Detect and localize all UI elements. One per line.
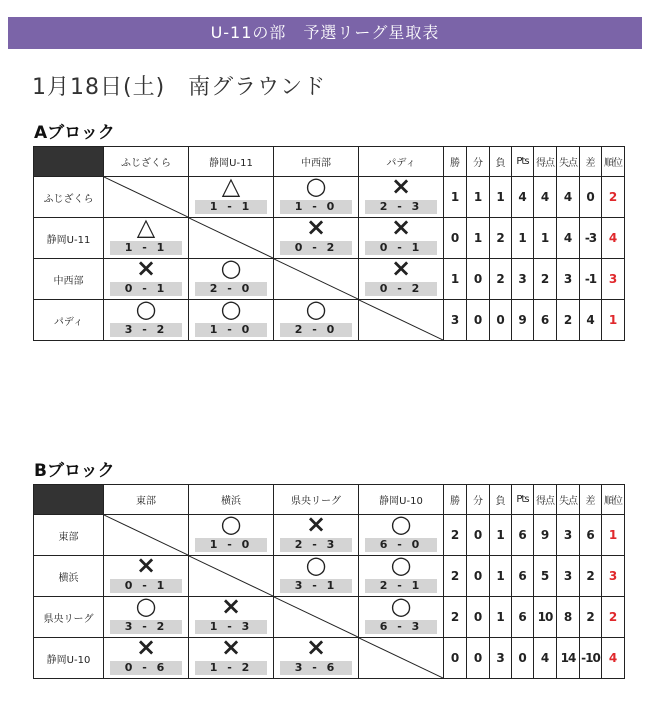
stat-header: 順位: [602, 147, 625, 177]
match-result-cell: [104, 300, 189, 341]
block-b-standings-table: [33, 484, 625, 679]
match-result-cell: [104, 259, 189, 300]
stat-value: 1: [490, 556, 512, 597]
self-match-cell: [359, 638, 444, 679]
stat-header: 差: [580, 485, 602, 515]
team-row: [34, 515, 625, 556]
match-score: 1 - 3: [195, 620, 267, 634]
match-result: [274, 300, 358, 340]
self-match-cell: [274, 597, 359, 638]
match-result: [359, 597, 443, 637]
stat-value: 1: [490, 177, 512, 218]
stat-value: 1: [490, 515, 512, 556]
rank-value: 3: [602, 259, 625, 300]
team-row: [34, 638, 625, 679]
stat-value: 6: [534, 300, 557, 341]
row-team-name: ふじざくら: [34, 177, 104, 218]
match-result: [359, 556, 443, 596]
diagonal-slash: [274, 597, 358, 637]
match-result-cell: [189, 177, 274, 218]
stat-value: 3: [557, 515, 580, 556]
stat-header: 負: [490, 147, 512, 177]
block-a-standings-table: [33, 146, 625, 341]
match-result: [104, 300, 188, 340]
stat-value: 3: [444, 300, 467, 341]
match-result: [274, 177, 358, 217]
stat-header: 順位: [602, 485, 625, 515]
self-match-cell: [359, 300, 444, 341]
stat-value: 6: [512, 597, 534, 638]
stat-value: 1: [512, 218, 534, 259]
column-team-header: 東部: [104, 485, 189, 515]
stat-value: 0: [467, 556, 490, 597]
match-score: 0 - 2: [280, 241, 352, 255]
stat-value: 0: [467, 597, 490, 638]
match-result-cell: [359, 259, 444, 300]
team-row: [34, 218, 625, 259]
match-result: [104, 638, 188, 678]
diagonal-slash: [189, 218, 273, 258]
stat-value: 14: [557, 638, 580, 679]
result-symbol: ○: [220, 258, 242, 282]
stat-value: 2: [557, 300, 580, 341]
stat-value: 0: [444, 218, 467, 259]
stat-value: 6: [512, 515, 534, 556]
match-score: 2 - 1: [365, 579, 437, 593]
stat-value: 10: [534, 597, 557, 638]
stat-value: 0: [467, 259, 490, 300]
stat-value: 2: [580, 556, 602, 597]
corner-cell: [34, 485, 104, 515]
match-result: [189, 638, 273, 678]
result-symbol: ×: [390, 258, 412, 282]
result-symbol: ○: [305, 299, 327, 323]
stat-value: 6: [512, 556, 534, 597]
match-result: [189, 515, 273, 555]
match-result-cell: [359, 556, 444, 597]
result-symbol: ×: [305, 217, 327, 241]
self-match-cell: [104, 515, 189, 556]
match-result-cell: [274, 177, 359, 218]
stat-value: 2: [490, 259, 512, 300]
stat-value: 1: [534, 218, 557, 259]
stat-value: 1: [467, 218, 490, 259]
stat-value: 4: [580, 300, 602, 341]
stat-value: 4: [534, 177, 557, 218]
stat-value: 2: [444, 515, 467, 556]
stat-header: Pts: [512, 485, 534, 515]
stat-value: 2: [534, 259, 557, 300]
column-team-header: ふじざくら: [104, 147, 189, 177]
match-score: 1 - 0: [195, 323, 267, 337]
stat-value: 0: [467, 515, 490, 556]
stat-value: 3: [557, 259, 580, 300]
stat-value: 6: [580, 515, 602, 556]
stat-value: 4: [557, 177, 580, 218]
result-symbol: ×: [135, 637, 157, 661]
column-team-header: 横浜: [189, 485, 274, 515]
match-result-cell: [189, 300, 274, 341]
block-a-title: Aブロック: [34, 123, 115, 143]
match-result: [359, 259, 443, 299]
diagonal-slash: [104, 515, 188, 555]
stat-value: 3: [557, 556, 580, 597]
result-symbol: ○: [135, 596, 157, 620]
match-result: [359, 218, 443, 258]
match-score: 2 - 3: [280, 538, 352, 552]
team-row: [34, 177, 625, 218]
self-match-cell: [189, 556, 274, 597]
diagonal-slash: [274, 259, 358, 299]
result-symbol: ×: [390, 176, 412, 200]
stat-value: 0: [512, 638, 534, 679]
result-symbol: ×: [220, 596, 242, 620]
result-symbol: △: [221, 176, 241, 200]
result-symbol: ○: [220, 299, 242, 323]
result-symbol: ×: [135, 555, 157, 579]
match-score: 2 - 0: [195, 282, 267, 296]
stat-header: Pts: [512, 147, 534, 177]
match-result: [189, 259, 273, 299]
result-symbol: ○: [390, 514, 412, 538]
rank-value: 1: [602, 515, 625, 556]
result-symbol: ×: [220, 637, 242, 661]
match-result: [274, 638, 358, 678]
rank-value: 2: [602, 177, 625, 218]
match-result: [189, 300, 273, 340]
match-score: 0 - 6: [110, 661, 182, 675]
result-symbol: ×: [135, 258, 157, 282]
stat-value: -10: [580, 638, 602, 679]
stat-value: 0: [490, 300, 512, 341]
result-symbol: ○: [135, 299, 157, 323]
match-result-cell: [104, 218, 189, 259]
stat-value: 2: [580, 597, 602, 638]
match-score: 0 - 1: [365, 241, 437, 255]
self-match-cell: [189, 218, 274, 259]
rank-value: 4: [602, 218, 625, 259]
match-result-cell: [189, 515, 274, 556]
row-team-name: 静岡U-11: [34, 218, 104, 259]
match-result-cell: [274, 556, 359, 597]
diagonal-slash: [104, 177, 188, 217]
rank-value: 4: [602, 638, 625, 679]
match-score: 1 - 0: [195, 538, 267, 552]
diagonal-slash: [189, 556, 273, 596]
row-team-name: 東部: [34, 515, 104, 556]
match-result: [104, 259, 188, 299]
page-banner: U-11の部 予選リーグ星取表: [8, 17, 642, 49]
stat-header: 勝: [444, 485, 467, 515]
stat-value: 2: [444, 556, 467, 597]
stat-header: 勝: [444, 147, 467, 177]
match-result-cell: [274, 638, 359, 679]
stat-header: 得点: [534, 485, 557, 515]
match-result-cell: [104, 638, 189, 679]
match-score: 2 - 3: [365, 200, 437, 214]
match-score: 0 - 1: [110, 579, 182, 593]
stat-value: 0: [580, 177, 602, 218]
stat-header: 負: [490, 485, 512, 515]
result-symbol: △: [136, 217, 156, 241]
match-score: 0 - 2: [365, 282, 437, 296]
match-result: [274, 515, 358, 555]
match-result-cell: [359, 218, 444, 259]
block-b-title: Bブロック: [34, 461, 115, 481]
match-result: [189, 177, 273, 217]
row-team-name: 横浜: [34, 556, 104, 597]
self-match-cell: [274, 259, 359, 300]
match-result-cell: [274, 218, 359, 259]
match-result: [274, 556, 358, 596]
row-team-name: 県央リーグ: [34, 597, 104, 638]
result-symbol: ×: [305, 514, 327, 538]
stat-value: -3: [580, 218, 602, 259]
rank-value: 1: [602, 300, 625, 341]
diagonal-slash: [359, 300, 443, 340]
match-result-cell: [274, 300, 359, 341]
match-result-cell: [104, 597, 189, 638]
result-symbol: ○: [305, 555, 327, 579]
match-score: 1 - 1: [195, 200, 267, 214]
match-score: 2 - 0: [280, 323, 352, 337]
match-result: [359, 177, 443, 217]
row-team-name: パディ: [34, 300, 104, 341]
stat-value: 0: [467, 638, 490, 679]
rank-value: 2: [602, 597, 625, 638]
stat-value: 1: [444, 177, 467, 218]
stat-header: 得点: [534, 147, 557, 177]
result-symbol: ○: [305, 176, 327, 200]
team-row: [34, 259, 625, 300]
match-result: [189, 597, 273, 637]
stat-value: 1: [467, 177, 490, 218]
match-result: [104, 597, 188, 637]
rank-value: 3: [602, 556, 625, 597]
stat-header: 失点: [557, 485, 580, 515]
match-result-cell: [359, 515, 444, 556]
match-result-cell: [189, 597, 274, 638]
match-score: 6 - 0: [365, 538, 437, 552]
stat-value: 4: [557, 218, 580, 259]
match-score: 1 - 1: [110, 241, 182, 255]
match-score: 0 - 1: [110, 282, 182, 296]
stat-value: 9: [512, 300, 534, 341]
match-result-cell: [359, 177, 444, 218]
date-venue-heading: 1月18日(土) 南グラウンド: [32, 75, 327, 100]
match-result-cell: [359, 597, 444, 638]
self-match-cell: [104, 177, 189, 218]
stat-value: 5: [534, 556, 557, 597]
match-score: 3 - 6: [280, 661, 352, 675]
column-team-header: パディ: [359, 147, 444, 177]
match-score: 3 - 2: [110, 620, 182, 634]
match-result-cell: [274, 515, 359, 556]
result-symbol: ○: [220, 514, 242, 538]
row-team-name: 中西部: [34, 259, 104, 300]
stat-value: 4: [512, 177, 534, 218]
stat-header: 差: [580, 147, 602, 177]
match-score: 3 - 2: [110, 323, 182, 337]
result-symbol: ○: [390, 555, 412, 579]
header-row: [34, 485, 625, 515]
column-team-header: 静岡U-10: [359, 485, 444, 515]
team-row: [34, 556, 625, 597]
result-symbol: ○: [390, 596, 412, 620]
column-team-header: 県央リーグ: [274, 485, 359, 515]
stat-value: 3: [490, 638, 512, 679]
column-team-header: 中西部: [274, 147, 359, 177]
corner-cell: [34, 147, 104, 177]
match-result: [104, 556, 188, 596]
match-result-cell: [189, 259, 274, 300]
match-result-cell: [104, 556, 189, 597]
stat-value: 0: [444, 638, 467, 679]
result-symbol: ×: [305, 637, 327, 661]
team-row: [34, 300, 625, 341]
stat-value: 2: [444, 597, 467, 638]
team-row: [34, 597, 625, 638]
header-row: [34, 147, 625, 177]
stat-value: -1: [580, 259, 602, 300]
stat-header: 分: [467, 147, 490, 177]
stat-value: 3: [512, 259, 534, 300]
stat-value: 9: [534, 515, 557, 556]
stat-value: 4: [534, 638, 557, 679]
match-score: 1 - 0: [280, 200, 352, 214]
match-result: [274, 218, 358, 258]
match-score: 1 - 2: [195, 661, 267, 675]
stat-value: 1: [444, 259, 467, 300]
stat-value: 2: [490, 218, 512, 259]
stat-value: 0: [467, 300, 490, 341]
stat-value: 1: [490, 597, 512, 638]
column-team-header: 静岡U-11: [189, 147, 274, 177]
match-score: 3 - 1: [280, 579, 352, 593]
stat-header: 失点: [557, 147, 580, 177]
match-score: 6 - 3: [365, 620, 437, 634]
match-result-cell: [189, 638, 274, 679]
match-result: [104, 218, 188, 258]
stat-header: 分: [467, 485, 490, 515]
row-team-name: 静岡U-10: [34, 638, 104, 679]
match-result: [359, 515, 443, 555]
stat-value: 8: [557, 597, 580, 638]
result-symbol: ×: [390, 217, 412, 241]
diagonal-slash: [359, 638, 443, 678]
